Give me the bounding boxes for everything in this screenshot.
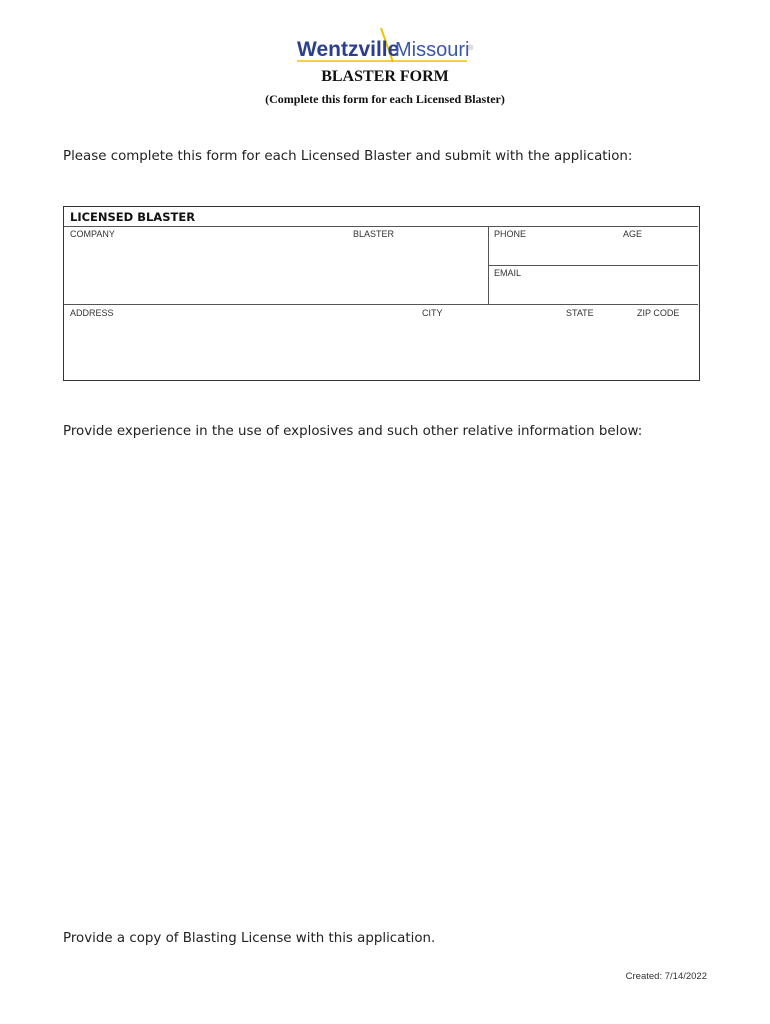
form-subtitle: (Complete this form for each Licensed Blaster) bbox=[265, 92, 505, 106]
license-note: Provide a copy of Blasting License with this application. bbox=[63, 931, 436, 946]
address-label: ADDRESS bbox=[70, 308, 114, 318]
email-label: EMAIL bbox=[494, 268, 522, 278]
company-label: COMPANY bbox=[70, 229, 115, 239]
experience-prompt: Provide experience in the use of explosives and such other relative information below: bbox=[63, 424, 643, 439]
logo-brand-bold: Wentzville bbox=[297, 38, 400, 61]
logo-graphic bbox=[297, 26, 477, 66]
age-label: AGE bbox=[623, 229, 643, 239]
phone-email-divider bbox=[488, 265, 698, 266]
registered-mark: ® bbox=[468, 45, 474, 52]
intro-text: Please complete this form for each Licensed Blaster and submit with the application: bbox=[63, 149, 633, 164]
header-divider bbox=[64, 226, 698, 227]
address-row-divider bbox=[64, 304, 698, 305]
state-label: STATE bbox=[566, 308, 594, 318]
phone-label: PHONE bbox=[494, 229, 527, 239]
wentzville-logo bbox=[297, 26, 477, 66]
form-title: BLASTER FORM bbox=[321, 68, 449, 85]
created-date: Created: 7/14/2022 bbox=[625, 971, 707, 982]
licensed-blaster-section bbox=[63, 206, 700, 381]
logo-brand-light: Missouri bbox=[395, 39, 470, 61]
city-label: CITY bbox=[422, 308, 443, 318]
section-title: LICENSED BLASTER bbox=[70, 210, 196, 224]
zip-code-label: ZIP CODE bbox=[637, 308, 680, 318]
blaster-label: BLASTER bbox=[353, 229, 395, 239]
